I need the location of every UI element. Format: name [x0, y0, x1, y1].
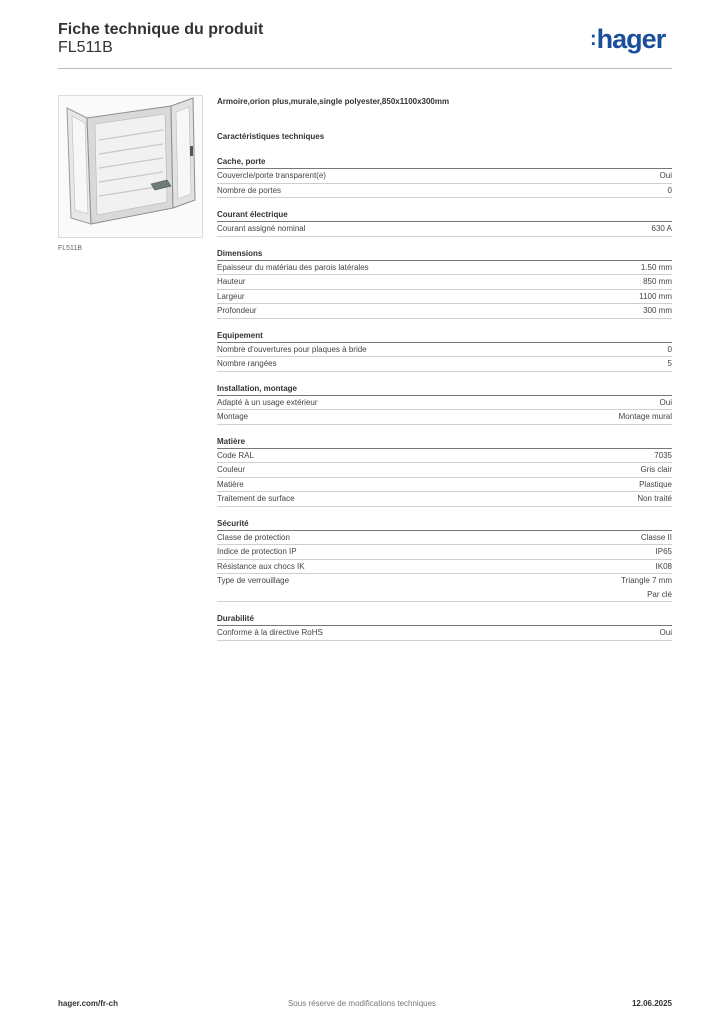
product-photo — [58, 95, 203, 238]
spec-row — [217, 492, 672, 507]
spec-group-title: Courant électrique — [217, 208, 672, 222]
spec-label: Hauteur — [217, 277, 246, 286]
spec-label: Courant assigné nominal — [217, 224, 306, 233]
spec-row — [217, 396, 672, 411]
spec-value-line: 1.50 mm — [640, 262, 672, 272]
spec-value-line: Oui — [659, 171, 672, 180]
spec-value-line: 0 — [667, 185, 672, 195]
spec-label: Couvercle/porte transparent(e) — [217, 171, 326, 180]
spec-value — [654, 449, 672, 463]
spec-row — [217, 545, 672, 560]
spec-value-line: Gris clair — [640, 465, 672, 474]
spec-value-line: Par clé — [647, 589, 672, 599]
spec-label: Indice de protection IP — [217, 547, 297, 556]
spec-group — [217, 329, 672, 372]
spec-group-title: Sécurité — [217, 517, 672, 531]
spec-value — [641, 261, 672, 275]
product-name: Armoire,orion plus,murale,single polyester,850x1100x300mm — [217, 97, 450, 106]
spec-group-title: Durabilité — [217, 612, 672, 626]
spec-value — [668, 357, 672, 371]
spec-value — [643, 304, 672, 318]
enclosure-cabinet-photo — [59, 96, 202, 237]
specs-heading: Caractéristiques techniques — [217, 132, 325, 141]
spec-value-line: 300 mm — [643, 306, 672, 315]
spec-value — [639, 478, 672, 492]
spec-row — [217, 449, 672, 464]
spec-row — [217, 531, 672, 546]
spec-group — [217, 435, 672, 507]
spec-row — [217, 463, 672, 478]
spec-label: Traitement de surface — [217, 494, 295, 503]
spec-value — [621, 574, 672, 601]
spec-row — [217, 478, 672, 493]
spec-value-line: Triangle 7 mm — [621, 576, 672, 585]
spec-value — [656, 545, 672, 559]
spec-group — [217, 247, 672, 319]
spec-label: Classe de protection — [217, 532, 290, 542]
header-divider — [58, 68, 672, 69]
spec-label: Matière — [217, 479, 244, 489]
spec-row — [217, 304, 672, 319]
footer-date: 12.06.2025 — [631, 999, 672, 1008]
spec-value-line: Non traité — [637, 494, 672, 503]
spec-group-title: Installation, montage — [217, 382, 672, 396]
page-title: Fiche technique du produit — [58, 21, 264, 38]
spec-value-line: 1100 mm — [639, 291, 672, 301]
spec-group — [217, 517, 672, 603]
spec-value — [619, 410, 672, 424]
spec-row — [217, 184, 672, 199]
spec-value-line: 630 A — [651, 224, 672, 233]
spec-value — [640, 463, 672, 477]
spec-row — [217, 343, 672, 358]
product-reference: FL511B — [58, 39, 113, 56]
spec-value — [660, 396, 672, 410]
spec-label: Nombre de portes — [217, 185, 282, 195]
spec-row — [217, 290, 672, 305]
spec-row — [217, 261, 672, 276]
spec-row — [217, 357, 672, 372]
hager-logo: :hager — [590, 24, 666, 54]
spec-value-line: 5 — [667, 359, 672, 368]
spec-value-line: 850 mm — [643, 277, 672, 286]
spec-row — [217, 626, 672, 641]
spec-label: Couleur — [217, 465, 246, 474]
spec-value-line: 7035 — [654, 450, 672, 460]
spec-label: Résistance aux chocs IK — [217, 561, 305, 571]
spec-group-title: Dimensions — [217, 247, 672, 261]
spec-value — [652, 222, 672, 236]
spec-label: Epaisseur du matériau des parois latérales — [217, 262, 369, 272]
spec-row — [217, 275, 672, 290]
spec-value-line: IP65 — [655, 547, 672, 556]
spec-groups — [217, 155, 672, 641]
spec-label: Montage — [217, 412, 249, 421]
spec-label: Largeur — [217, 291, 245, 301]
spec-value-line: 0 — [667, 344, 672, 354]
spec-value-line: Plastique — [639, 479, 672, 489]
spec-value — [660, 169, 672, 183]
spec-row — [217, 560, 672, 575]
spec-group — [217, 612, 672, 641]
spec-label: Nombre d'ouvertures pour plaques à bride — [217, 344, 367, 354]
spec-value-line: Montage mural — [618, 412, 672, 421]
spec-row — [217, 410, 672, 425]
main-content — [217, 95, 672, 651]
spec-row — [217, 222, 672, 237]
spec-group-title: Matière — [217, 435, 672, 449]
spec-label: Type de verrouillage — [217, 576, 290, 585]
spec-label: Adapté à un usage extérieur — [217, 397, 318, 407]
spec-label: Nombre rangées — [217, 359, 277, 368]
spec-value-line: IK08 — [655, 561, 672, 571]
spec-label: Conforme à la directive RoHS — [217, 628, 323, 637]
spec-group — [217, 155, 672, 198]
spec-value — [660, 626, 672, 640]
spec-label: Code RAL — [217, 450, 254, 460]
spec-value — [668, 343, 672, 357]
spec-value — [643, 275, 672, 289]
spec-group — [217, 208, 672, 237]
spec-group — [217, 382, 672, 425]
spec-value — [637, 492, 672, 506]
spec-value — [656, 560, 672, 574]
spec-value-line: Classe II — [640, 532, 672, 542]
footer-notice: Sous réserve de modifications techniques — [287, 999, 437, 1008]
spec-row — [217, 574, 672, 602]
spec-row — [217, 169, 672, 184]
spec-value-line: Oui — [659, 628, 672, 637]
spec-group-title: Cache, porte — [217, 155, 672, 169]
spec-value — [668, 184, 672, 198]
logo-text: hager — [596, 24, 666, 54]
photo-caption: FL511B — [58, 245, 82, 252]
footer-website[interactable]: hager.com/fr-ch — [58, 999, 119, 1008]
spec-value — [641, 531, 672, 545]
spec-value — [639, 290, 672, 304]
spec-label: Profondeur — [217, 306, 257, 315]
spec-value-line: Oui — [659, 397, 672, 407]
spec-group-title: Equipement — [217, 329, 672, 343]
